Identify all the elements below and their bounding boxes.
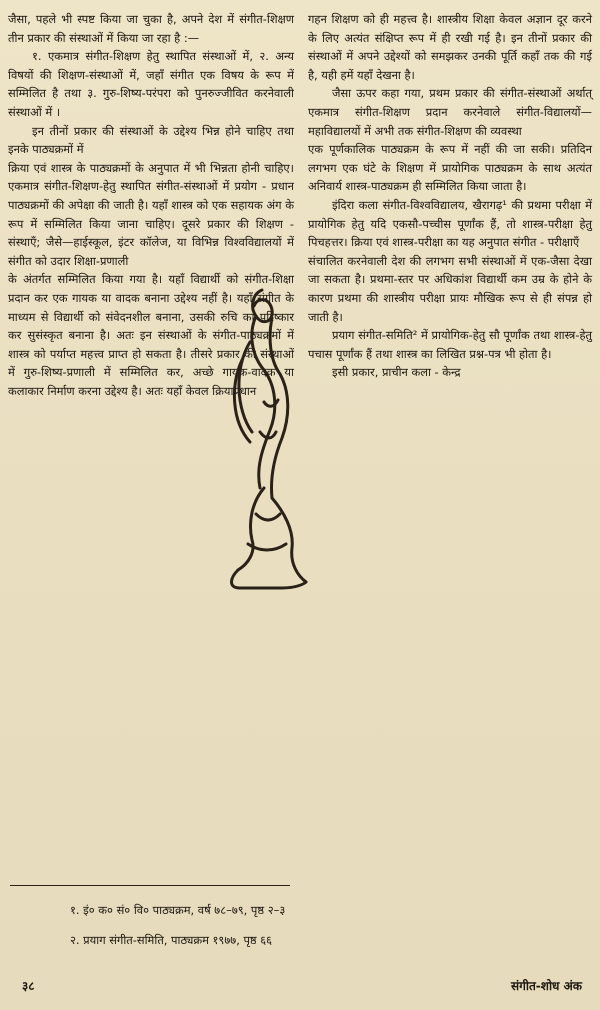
left-para-3-rest: के अंतर्गत सम्मिलित किया गया है। यहाँ विद्यार्थी को संगीत-शिक्षा प्रदान कर एक गायक या वादक बनाना उद्देश्य नहीं है। यहाँ संगीत के माध्यम से विद्यार्थी को संवेदनशील बनाना, उसकी रुचि का परिष्कार कर सुसंस्कृत बनाना है। अतः इन संस्थाओं के संगीत-पाठ्यक्रमों में शास्त्र को पर्याप्त महत्त्व प्राप्त हो सकता है। तीसरे प्रकार की संस्थाओं में गुरु-शिष्य-प्रणाली में सम्मिलित कर, अच्छे गायक-वादक या कलाकार निर्माण करना उद्देश्य है। अतः यहाँ केवल क्रियाप्रधान <box>8 272 294 398</box>
footnote-divider <box>10 885 290 886</box>
left-para-3-wrapped: क्रिया एवं शास्त्र के पाठ्यक्रमों के अनुपात में भी भिन्नता होनी चाहिए। एकमात्र संगीत-शिक्षण-हेतु स्थापित संगीत-संस्थाओं में प्रयोग - प्रधान पाठ्यक्रमों की अपेक्षा की जाती है। यहाँ शास्त्र को एक सहायक अंग के रूप में सम्मिलित किया जाना चाहिए। दूसरे प्रकार की शिक्षण - संस्थाएँ; जैसे—हाईस्कूल, इंटर कॉलेज, या विभिन्न विश्वविद्यालयों में संगीत को उदार शिक्षा-प्रणाली <box>8 160 294 268</box>
page-number: ३८ <box>22 979 35 993</box>
left-para-1: जैसा, पहले भी स्पष्ट किया जा चुका है, अपने देश में संगीत-शिक्षण तीन प्रकार की संस्थाओं में किया जा रहा है :— <box>8 12 294 45</box>
right-para-3-wrapped: इंदिरा कला संगीत-विश्वविद्यालय, खैरागढ़¹ की प्रथमा परीक्षा में प्रायोगिक हेतु यदि एकसौ-पच्चीस पूर्णांक हैं, तो शास्त्र-परीक्षा हेतु पिचहत्तर। क्रिया एवं शास्त्र-परीक्षा का यह अनुपात संगीत - परीक्षाएँ <box>308 197 592 250</box>
left-para-2: १. एकमात्र संगीत-शिक्षण हेतु स्थापित संस्थाओं में, २. अन्य विषयों की शिक्षण-संस्थाओं में, जहाँ संगीत एक विषय के रूप में सम्मिलित है तथा ३. गुरु-शिष्य-परंपरा को पुनरुज्जीवित करनेवाली संस्थाओं में । <box>8 49 294 119</box>
footnote-1: १. इं० क० सं० वि० पाठ्यक्रम, वर्ष ७८–७९, पृष्ठ २–३ <box>70 903 286 917</box>
right-para-4: प्रयाग संगीत-समिति² में प्रायोगिक-हेतु सौ पूर्णांक तथा शास्त्र-हेतु पचास पूर्णांक हैं तथा शास्त्र का लिखित प्रश्न-पत्र भी होता है। <box>308 328 592 361</box>
left-para-3-lead: इन तीनों प्रकार की संस्थाओं के उद्देश्य भिन्न होने चाहिए तथा इनके पाठ्यक्रमों में <box>8 123 294 157</box>
right-para-2-wrapped: एक पूर्णकालिक पाठ्यक्रम के रूप में नहीं की जा सकी। प्रतिदिन लगभग एक घंटे के शिक्षण में प्रायोगिक पाठ्यक्रम के साथ अत्यंत अनिवार्य शास्त्र-पाठ्यक्रम ही सम्मिलित किया जाता है। <box>308 142 592 194</box>
right-para-5: इसी प्रकार, प्राचीन कला - केन्द्र <box>332 365 461 380</box>
right-para-2-lead: जैसा ऊपर कहा गया, प्रथम प्रकार की संगीत-संस्थाओं अर्थात् एकमात्र संगीत-शिक्षण प्रदान करनेवाले संगीत-विद्यालयों—महाविद्यालयों में अभी तक संगीत-शिक्षण की व्यवस्था <box>308 86 592 138</box>
journal-name: संगीत-शोध अंक <box>510 979 582 993</box>
footnote-2: २. प्रयाग संगीत-समिति, पाठ्यक्रम १९७७, पृष्ठ ६६ <box>70 933 273 947</box>
right-column <box>308 10 592 382</box>
right-para-1: गहन शिक्षण को ही महत्त्व है। शास्त्रीय शिक्षा केवल अज्ञान दूर करने के लिए अत्यंत संक्षिप्त रूप में ही रखी गई है। इन तीनों प्रकार की संस्थाओं में अपने उद्देश्यों को समझकर उनकी पूर्ति कहाँ तक की गई है, यही हमें यहाँ देखना है। <box>308 12 592 82</box>
line-art-illustration <box>212 282 312 592</box>
right-para-3-rest: संचालित करनेवाली देश की लगभग सभी संस्थाओं में एक-जैसा देखा जा सकता है। प्रथमा-स्तर पर अधिकांश विद्यार्थी कम उम्र के होने के कारण प्रथमा की शास्त्रीय परीक्षा प्रायः मौखिक रूप से ही संपन्न हो जाती है। <box>308 253 592 324</box>
